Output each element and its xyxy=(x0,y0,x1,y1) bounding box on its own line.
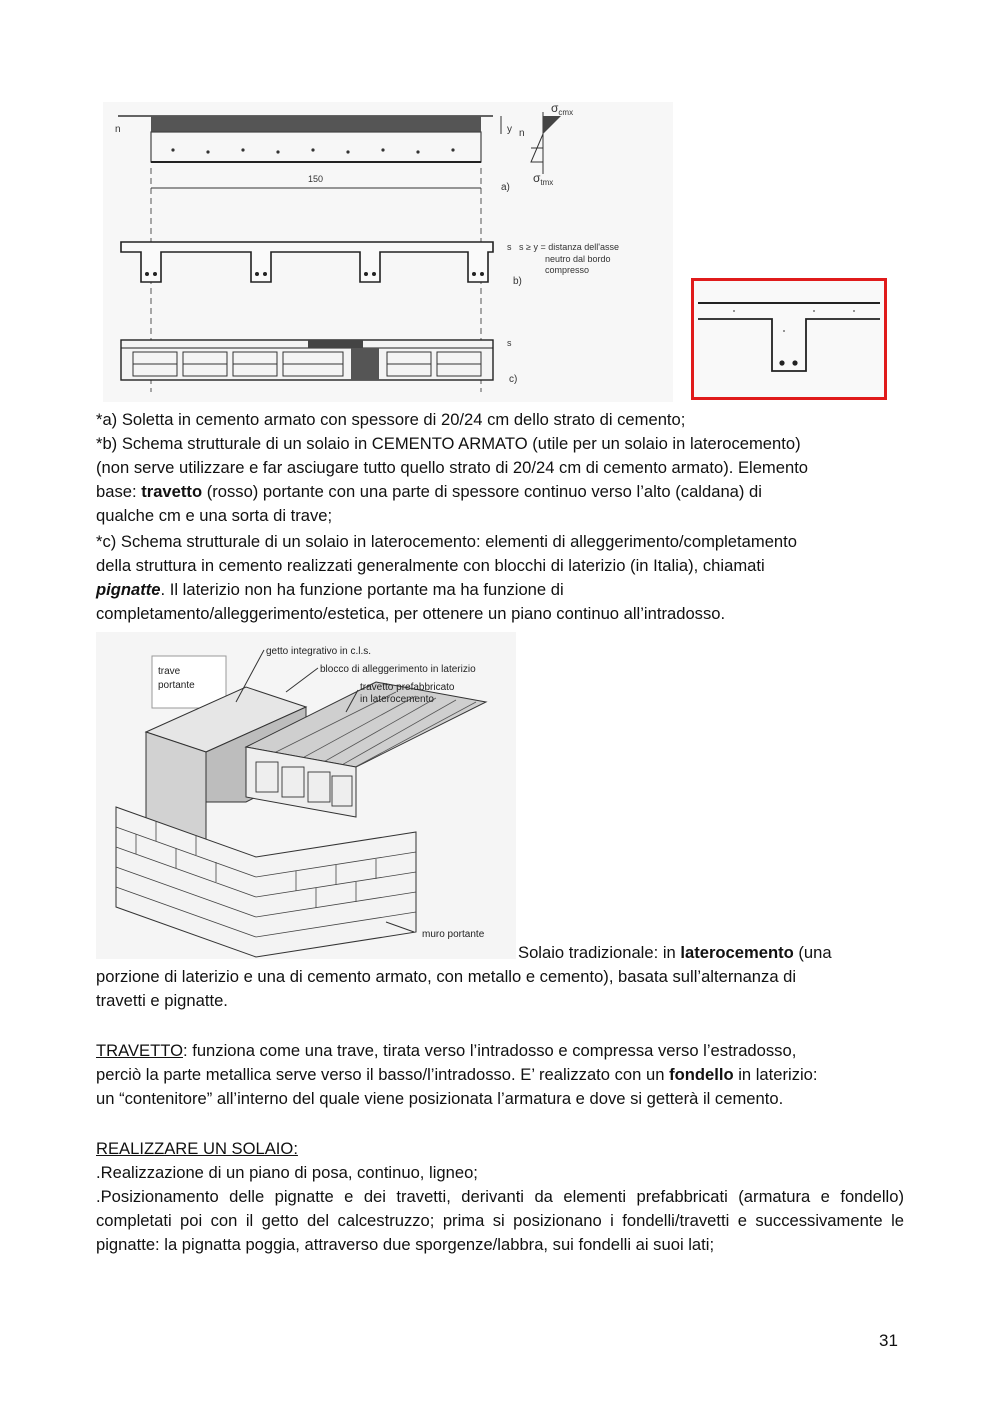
travetto-detail-drawing xyxy=(694,281,884,397)
page-number: 31 xyxy=(879,1331,898,1350)
term-pignatte: pignatte xyxy=(96,580,161,599)
structural-scheme-drawing xyxy=(103,102,673,402)
realizzare-solaio-steps xyxy=(96,1161,904,1257)
label-y: y xyxy=(507,124,512,135)
label-s-c: s xyxy=(507,338,512,348)
structural-scheme-figure xyxy=(103,102,673,402)
para-b-line-1: *b) Schema strutturale di un solaio in CEMENTO ARMATO (utile per un solaio in laterocemento) xyxy=(96,434,801,453)
travetto-line-2: perciò la parte metallica serve verso il basso/l’intradosso. E’ realizzato con un fondello in laterizio: xyxy=(96,1065,818,1084)
paragraph-a: *a) Soletta in cemento armato con spessore di 20/24 cm dello strato di cemento; xyxy=(96,410,686,429)
paragraph-b xyxy=(96,432,916,528)
highlighted-travetto-detail xyxy=(691,278,887,400)
label-blocco: blocco di alleggerimento in laterizio xyxy=(320,664,476,675)
travetto-heading: TRAVETTO xyxy=(96,1041,183,1060)
travetto-line-1: TRAVETTO: funziona come una trave, tirata verso l’intradosso e compressa verso l’estradosso, xyxy=(96,1041,797,1060)
step-2: .Posizionamento delle pignatte e dei travetti, derivanti da elementi prefabbricati (armatura e fondello) completati poi con il getto del calcestruzzo; prima si posizionano i fondelli/travetti e successivamente le pignatte: la pignatta poggia, attraverso due sporgenze/labbra, sui fondelli ai suoi lati; xyxy=(96,1187,904,1254)
para-c-line-2: della struttura in cemento realizzati generalmente con blocchi di laterizio (in Italia), chiamati xyxy=(96,556,765,575)
para-c-line-1: *c) Schema strutturale di un solaio in laterocemento: elementi di alleggerimento/completamento xyxy=(96,532,797,551)
para-b-line-2: (non serve utilizzare e far asciugare tutto quello strato di 20/24 cm di cemento armato). Elemento xyxy=(96,458,809,477)
term-laterocemento: laterocemento xyxy=(680,943,794,962)
travetto-paragraph xyxy=(96,1039,916,1111)
sigma-tmx: $\sigma_{tmx}$ xyxy=(533,171,554,187)
step-1: .Realizzazione di un piano di posa, continuo, ligneo; xyxy=(96,1163,478,1182)
paragraph-c xyxy=(96,530,916,626)
solaio-isometric-drawing xyxy=(96,632,516,959)
para-b-line-4: qualche cm e una sorta di trave; xyxy=(96,506,333,525)
term-travetto: travetto xyxy=(141,482,203,501)
note-line-1: s ≥ y = distanza dell'asse xyxy=(519,242,619,252)
caption-line-3: travetti e pignatte. xyxy=(96,991,228,1010)
label-s-b: s xyxy=(507,242,512,252)
solaio-tradizionale-figure xyxy=(96,632,516,959)
label-travetto-2: in laterocemento xyxy=(360,694,434,705)
caption-solaio-line-1: Solaio tradizionale: in laterocemento (una xyxy=(518,943,832,962)
label-trave: trave xyxy=(158,666,181,677)
para-b-line-3: base: travetto (rosso) portante con una parte di spessore continuo verso l’alto (caldana) di xyxy=(96,482,762,501)
label-muro-portante: muro portante xyxy=(422,929,485,940)
caption-solaio-rest xyxy=(96,965,916,1013)
label-n-left: n xyxy=(115,124,121,135)
label-c: c) xyxy=(509,374,518,385)
label-a: a) xyxy=(501,182,510,193)
sigma-cmx: $\sigma_{cmx}$ xyxy=(551,102,574,117)
realizzare-solaio-heading: REALIZZARE UN SOLAIO: xyxy=(96,1139,298,1158)
para-c-line-3: pignatte. Il laterizio non ha funzione portante ma ha funzione di xyxy=(96,580,564,599)
travetto-line-3: un “contenitore” all’interno del quale viene posizionata l’armatura e dove si getterà il cemento. xyxy=(96,1089,784,1108)
label-n-right: n xyxy=(519,128,525,139)
dimension-150: 150 xyxy=(308,174,324,184)
label-b: b) xyxy=(513,276,522,287)
label-getto: getto integrativo in c.l.s. xyxy=(266,646,372,657)
label-travetto-1: travetto prefabbricato xyxy=(360,682,455,693)
note-line-2: neutro dal bordo xyxy=(545,254,611,264)
para-c-line-4: completamento/alleggerimento/estetica, per ottenere un piano continuo all’intradosso. xyxy=(96,604,726,623)
term-fondello: fondello xyxy=(669,1065,734,1084)
caption-line-2: porzione di laterizio e una di cemento armato, con metallo e cemento), basata sull’alternanza di xyxy=(96,967,797,986)
label-portante: portante xyxy=(158,680,195,691)
note-line-3: compresso xyxy=(545,265,590,275)
